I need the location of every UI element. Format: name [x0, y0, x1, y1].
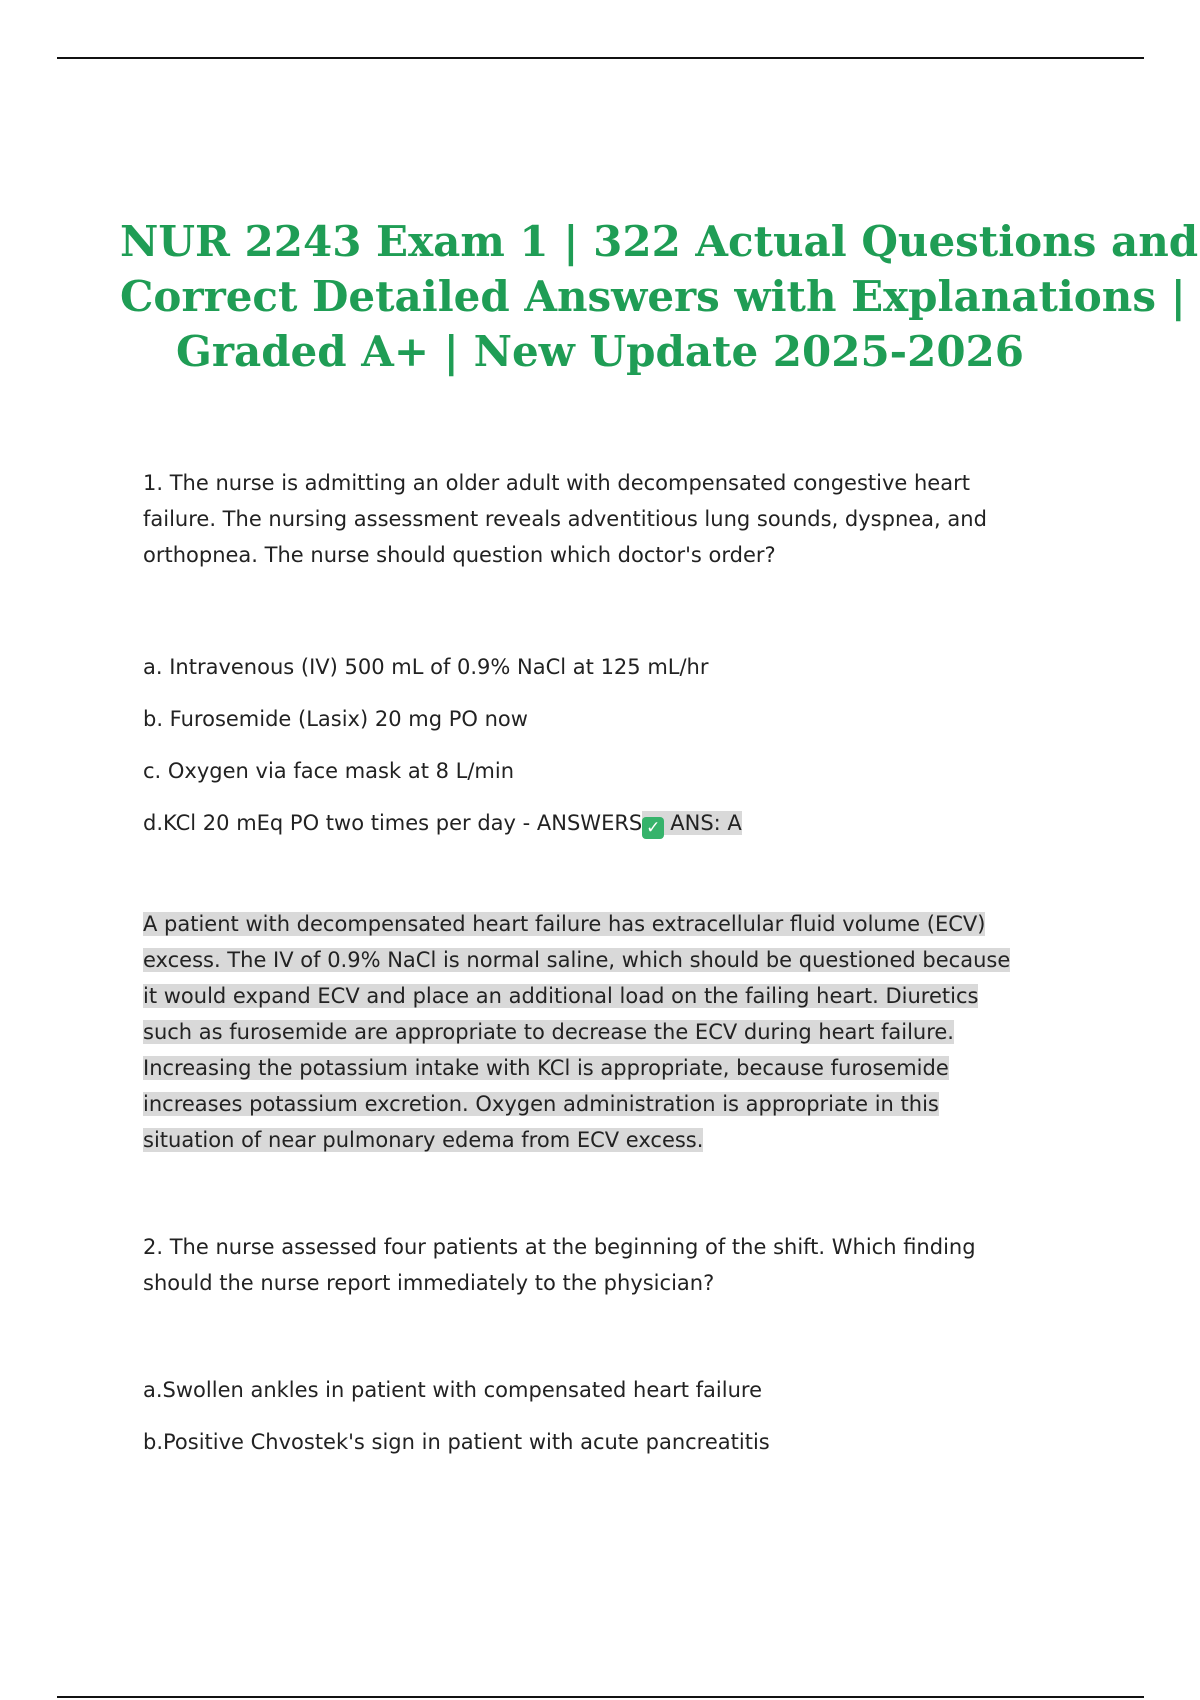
question-1-explanation [143, 906, 1073, 1158]
document-title [120, 214, 1199, 379]
option-b: b. Furosemide (Lasix) 20 mg PO now [143, 707, 528, 731]
bottom-rule [57, 1696, 1144, 1698]
title-line: NUR 2243 Exam 1 | 322 Actual Questions and [120, 217, 1199, 266]
explanation-line: it would expand ECV and place an additional load on the failing heart. Diuretics [143, 984, 979, 1008]
title-line: Graded A+ | New Update 2025-2026 [175, 327, 1025, 376]
question-line: 2. The nurse assessed four patients at the beginning of the shift. Which finding [143, 1235, 976, 1259]
answer-highlight [642, 811, 742, 838]
option-b: b.Positive Chvostek's sign in patient with acute pancreatitis [143, 1430, 770, 1454]
option-a: a.Swollen ankles in patient with compensated heart failure [143, 1378, 762, 1402]
explanation-line: situation of near pulmonary edema from ECV excess. [143, 1128, 704, 1152]
option-d [143, 797, 1073, 849]
question-line: failure. The nursing assessment reveals adventitious lung sounds, dyspnea, and [143, 507, 987, 531]
question-2-options [143, 1364, 1073, 1468]
top-rule [57, 57, 1144, 59]
check-mark-icon: ✓ [642, 817, 664, 839]
title-line: Correct Detailed Answers with Explanations | [120, 272, 1186, 321]
explanation-line: increases potassium excretion. Oxygen administration is appropriate in this [143, 1092, 939, 1116]
explanation-line: such as furosemide are appropriate to decrease the ECV during heart failure. [143, 1020, 954, 1044]
explanation-line: A patient with decompensated heart failure has extracellular fluid volume (ECV) [143, 912, 986, 936]
question-line: should the nurse report immediately to the physician? [143, 1271, 715, 1295]
question-line: orthopnea. The nurse should question which doctor's order? [143, 543, 776, 567]
option-a: a. Intravenous (IV) 500 mL of 0.9% NaCl at 125 mL/hr [143, 655, 709, 679]
question-1-stem [143, 465, 1073, 573]
question-1-options [143, 641, 1073, 849]
question-line: 1. The nurse is admitting an older adult with decompensated congestive heart [143, 471, 970, 495]
explanation-line: Increasing the potassium intake with KCl is appropriate, because furosemide [143, 1056, 949, 1080]
option-d-text: d.KCl 20 mEq PO two times per day - ANSWERS [143, 811, 643, 835]
option-c: c. Oxygen via face mask at 8 L/min [143, 759, 515, 783]
answer-label: ANS: A [670, 811, 742, 835]
explanation-line: excess. The IV of 0.9% NaCl is normal saline, which should be questioned because [143, 948, 1011, 972]
question-2-stem [143, 1229, 1073, 1301]
